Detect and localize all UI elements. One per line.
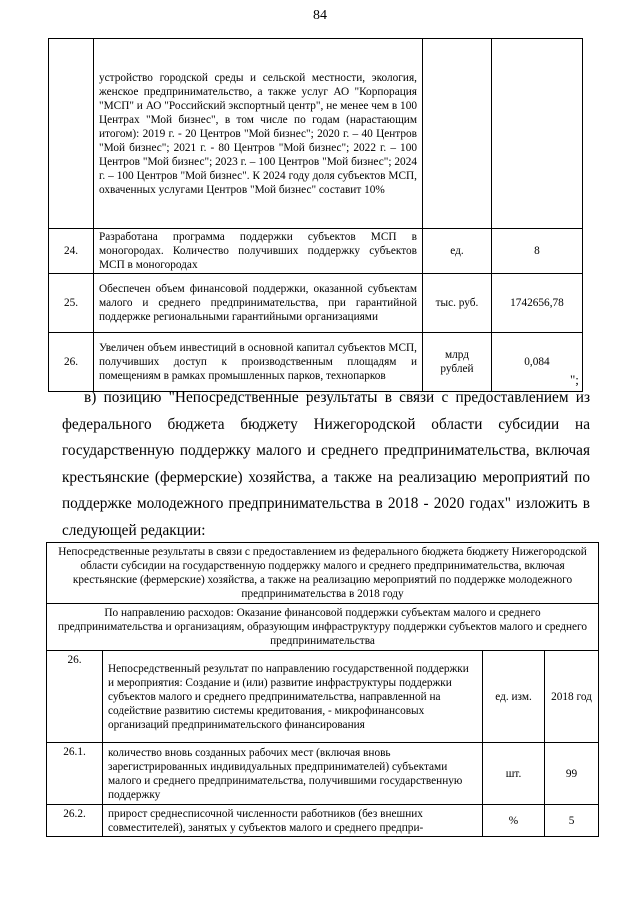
results-table-top <box>48 38 583 392</box>
results-table-bottom <box>46 542 599 837</box>
row-text: Обеспечен объем финансовой поддержки, оказанной субъектам малого и среднего предпринимательства, при гарантийной поддержке региональными гарантийными организациями <box>94 274 423 333</box>
table-header-row <box>47 543 599 604</box>
row-unit: шт. <box>483 743 545 805</box>
table-row <box>49 39 583 229</box>
row-value <box>492 39 583 229</box>
table-row <box>47 651 599 743</box>
row-number: 25. <box>49 274 94 333</box>
row-number: 26. <box>47 651 103 743</box>
row-text: Непосредственный результат по направлению государственной поддержки и мероприятия: Создание и (или) развитие инфраструктуры поддержки субъектов малого и среднего предпринимательства, направленной на содействие развитию системы кредитования, - микрофинансовых организаций предпринимательского финансирования <box>103 651 483 743</box>
row-number <box>49 39 94 229</box>
row-unit: % <box>483 805 545 837</box>
row-number: 26. <box>49 333 94 392</box>
table-subheader-row <box>47 604 599 651</box>
closing-quote: "; <box>570 372 579 387</box>
table-header: Непосредственные результаты в связи с предоставлением из федерального бюджета бюджету Нижегородской области субсидии на государственную поддержку малого и среднего предпринимательства, включая крестьянские (фермерские) хозяйства, а также на реализацию мероприятий по поддержке молодежного предпринимательства в 2018 году <box>47 543 599 604</box>
row-text: устройство городской среды и сельской местности, экология, женское предпринимательство, а также услуг АО "Корпорация "МСП" и АО "Российский экспортный центр", не менее чем в 100 Центрах "Мой бизнес", в том числе по годам (нарастающим итогом): 2019 г. - 20 Центров "Мой бизнес"; 2020 г. – 40 Центров "Мой бизнес"; 2021 г. - 80 Центров "Мой бизнес"; 2022 г. – 100 Центров "Мой бизнес"; 2023 г. – 100 Центров "Мой бизнес"; 2024 г. – 100 Центров "Мой бизнес". К 2024 году доля субъектов МСП, охваченных услугами Центров "Мой бизнес" составит 10% <box>94 39 423 229</box>
row-value: 2018 год <box>545 651 599 743</box>
row-number: 26.1. <box>47 743 103 805</box>
page-number: 84 <box>313 8 327 23</box>
table-row <box>49 274 583 333</box>
table-subheader: По направлению расходов: Оказание финансовой поддержки субъектам малого и среднего предпринимательства и организациям, образующим инфраструктуру поддержки субъектов малого и среднего предпринимательства <box>47 604 599 651</box>
row-number: 24. <box>49 229 94 274</box>
table-row <box>47 805 599 837</box>
row-text: Увеличен объем инвестиций в основной капитал субъектов МСП, получивших доступ к производственным площадям и помещениям в рамках промышленных парков, технопарков <box>94 333 423 392</box>
row-value: 5 <box>545 805 599 837</box>
row-unit <box>423 39 492 229</box>
row-value: 1742656,78 <box>492 274 583 333</box>
table-row <box>49 229 583 274</box>
row-value: 99 <box>545 743 599 805</box>
table-row <box>47 743 599 805</box>
row-unit: ед. изм. <box>483 651 545 743</box>
row-number: 26.2. <box>47 805 103 837</box>
row-text: количество вновь созданных рабочих мест (включая вновь зарегистрированных индивидуальных предпринимателей) субъектами малого и среднего предпринимательства, получившими государственную поддержку <box>103 743 483 805</box>
row-value: 0,084 <box>492 333 583 392</box>
row-text: Разработана программа поддержки субъектов МСП в моногородах. Количество получивших поддержку субъектов МСП в моногородах <box>94 229 423 274</box>
amendment-paragraph: в) позицию "Непосредственные результаты в связи с предоставлением из федерального бюджета бюджету Нижегородской области субсидии на государственную поддержку малого и среднего предпринимательства, включая крестьянские (фермерские) хозяйства, а также на реализацию мероприятий по поддержке молодежного предпринимательства в 2018 - 2020 годах" изложить в следующей редакции: <box>62 389 590 539</box>
row-text: прирост среднесписочной численности работников (без внешних совместителей), занятых у субъектов малого и среднего предпри- <box>103 805 483 837</box>
row-value: 8 <box>492 229 583 274</box>
row-unit: тыс. руб. <box>423 274 492 333</box>
row-unit: млрд рублей <box>423 333 492 392</box>
table-row <box>49 333 583 392</box>
row-unit: ед. <box>423 229 492 274</box>
